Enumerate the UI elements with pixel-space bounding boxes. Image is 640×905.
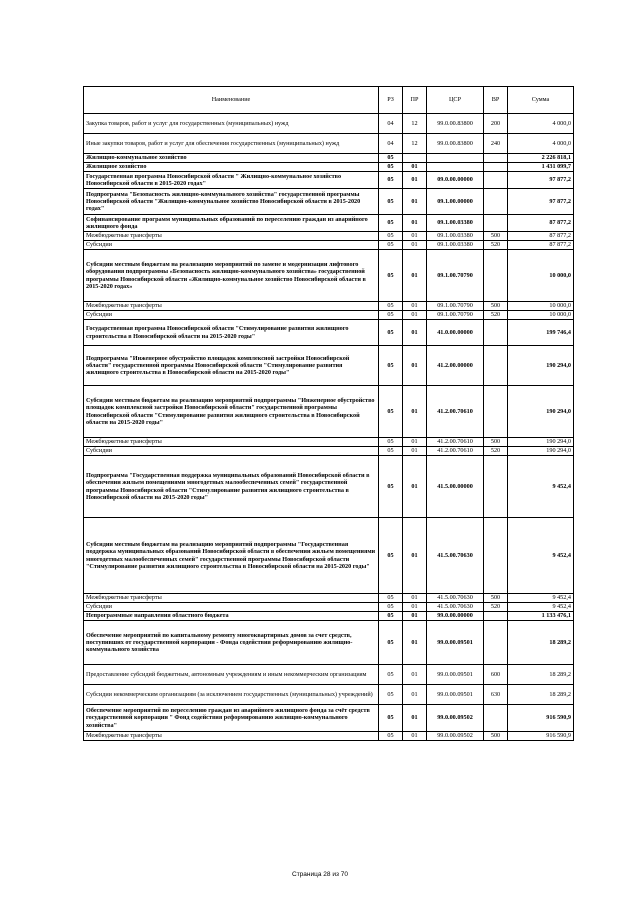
- cell-name: Межбюджетные трансферты: [84, 302, 379, 311]
- cell-vr: [484, 612, 508, 621]
- cell-rz: 05: [379, 215, 403, 232]
- cell-vr: [484, 189, 508, 215]
- cell-vr: [484, 172, 508, 189]
- cell-vr: 500: [484, 232, 508, 241]
- cell-vr: 500: [484, 438, 508, 447]
- table-row: [84, 612, 574, 621]
- cell-vr: 520: [484, 311, 508, 320]
- cell-csr: 09.1.00.70790: [427, 250, 484, 302]
- cell-pr: 01: [403, 603, 427, 612]
- cell-name: Субсидии: [84, 241, 379, 250]
- cell-csr: 09.1.00.70790: [427, 302, 484, 311]
- cell-pr: 01: [403, 346, 427, 386]
- table-row: [84, 320, 574, 346]
- cell-name: Межбюджетные трансферты: [84, 732, 379, 741]
- column-header-vr: ВР: [484, 87, 508, 114]
- cell-csr: 09.1.00.03380: [427, 215, 484, 232]
- cell-vr: [484, 250, 508, 302]
- cell-name: Субсидии: [84, 603, 379, 612]
- cell-sum: 190 294,0: [508, 346, 574, 386]
- cell-sum: 10 000,0: [508, 311, 574, 320]
- cell-sum: 87 877,2: [508, 241, 574, 250]
- table-row: [84, 241, 574, 250]
- cell-sum: 9 452,4: [508, 456, 574, 518]
- column-header-pr: ПР: [403, 87, 427, 114]
- cell-sum: 10 000,0: [508, 302, 574, 311]
- cell-rz: 05: [379, 621, 403, 665]
- cell-vr: [484, 518, 508, 594]
- table-row: [84, 518, 574, 594]
- cell-vr: 600: [484, 665, 508, 685]
- cell-pr: 01: [403, 685, 427, 705]
- cell-pr: 01: [403, 163, 427, 172]
- table-row: [84, 594, 574, 603]
- cell-rz: 05: [379, 732, 403, 741]
- cell-sum: 199 746,4: [508, 320, 574, 346]
- cell-sum: 87 877,2: [508, 215, 574, 232]
- cell-sum: 9 452,4: [508, 603, 574, 612]
- cell-sum: 190 294,0: [508, 386, 574, 438]
- cell-csr: 41.2.00.70610: [427, 447, 484, 456]
- cell-vr: 200: [484, 114, 508, 134]
- cell-rz: 04: [379, 114, 403, 134]
- cell-pr: 01: [403, 705, 427, 732]
- table-row: [84, 685, 574, 705]
- cell-name: Иные закупки товаров, работ и услуг для обеспечения государственных (муниципальных) нужд: [84, 134, 379, 154]
- table-row: [84, 154, 574, 163]
- cell-rz: 05: [379, 154, 403, 163]
- cell-csr: 41.5.00.00000: [427, 456, 484, 518]
- cell-pr: 01: [403, 311, 427, 320]
- cell-sum: 9 452,4: [508, 594, 574, 603]
- cell-csr: 99.0.00.00000: [427, 612, 484, 621]
- cell-sum: 97 877,2: [508, 172, 574, 189]
- cell-name: Субсидии: [84, 311, 379, 320]
- table-row: [84, 732, 574, 741]
- cell-name: Государственная программа Новосибирской области "Стимулирование развития жилищного строительства в Новосибирской области на 2015-2020 годы": [84, 320, 379, 346]
- cell-vr: [484, 154, 508, 163]
- cell-sum: 916 590,9: [508, 705, 574, 732]
- cell-vr: [484, 386, 508, 438]
- cell-csr: 41.2.00.70610: [427, 438, 484, 447]
- table-row: [84, 705, 574, 732]
- cell-vr: 520: [484, 241, 508, 250]
- table-row: [84, 447, 574, 456]
- cell-name: Субсидии местным бюджетам на реализацию мероприятий подпрограммы "Государственная поддержка муниципальных образований Новосибирской области в обеспечении жильем помещениями многодетных малообеспеченных семей" государственной программы Новосибирской области "Стимулирование развития жилищного строительства в Новосибирской области на 2015-2020 годы": [84, 518, 379, 594]
- cell-pr: 01: [403, 215, 427, 232]
- cell-csr: 99.0.00.83800: [427, 114, 484, 134]
- cell-vr: 500: [484, 594, 508, 603]
- cell-name: Обеспечение мероприятий по капитальному ремонту многоквартирных домов за счет средств, поступивших от государственной корпорации - Фонда содействия реформированию жилищно-коммунального хозяйства: [84, 621, 379, 665]
- cell-sum: 9 452,4: [508, 518, 574, 594]
- cell-sum: 10 000,0: [508, 250, 574, 302]
- budget-table: [83, 86, 574, 741]
- cell-csr: [427, 154, 484, 163]
- cell-pr: 12: [403, 134, 427, 154]
- table-row: [84, 215, 574, 232]
- cell-vr: [484, 215, 508, 232]
- cell-vr: 240: [484, 134, 508, 154]
- cell-rz: 05: [379, 685, 403, 705]
- cell-rz: 05: [379, 518, 403, 594]
- cell-rz: 05: [379, 311, 403, 320]
- table-row: [84, 172, 574, 189]
- cell-rz: 05: [379, 163, 403, 172]
- table-row: [84, 665, 574, 685]
- table-row: [84, 114, 574, 134]
- cell-sum: 1 133 476,1: [508, 612, 574, 621]
- column-header-rz: РЗ: [379, 87, 403, 114]
- cell-rz: 05: [379, 232, 403, 241]
- cell-name: Межбюджетные трансферты: [84, 232, 379, 241]
- cell-rz: 05: [379, 302, 403, 311]
- cell-sum: 2 226 818,1: [508, 154, 574, 163]
- cell-pr: 01: [403, 665, 427, 685]
- table-row: [84, 189, 574, 215]
- cell-sum: 18 289,2: [508, 685, 574, 705]
- cell-csr: 99.0.00.09501: [427, 621, 484, 665]
- cell-vr: 520: [484, 603, 508, 612]
- table-row: [84, 163, 574, 172]
- cell-rz: 05: [379, 612, 403, 621]
- cell-pr: 01: [403, 456, 427, 518]
- table-row: [84, 346, 574, 386]
- table-row: [84, 302, 574, 311]
- table-row: [84, 250, 574, 302]
- cell-csr: 09.1.00.03380: [427, 241, 484, 250]
- cell-pr: 01: [403, 172, 427, 189]
- cell-csr: 09.1.00.00000: [427, 189, 484, 215]
- table-body: [84, 114, 574, 741]
- cell-name: Межбюджетные трансферты: [84, 438, 379, 447]
- cell-sum: 190 294,0: [508, 447, 574, 456]
- cell-vr: [484, 346, 508, 386]
- cell-csr: 41.5.00.70630: [427, 603, 484, 612]
- cell-pr: 01: [403, 386, 427, 438]
- cell-rz: 05: [379, 172, 403, 189]
- column-header-sum: Сумма: [508, 87, 574, 114]
- cell-csr: 41.5.00.70630: [427, 518, 484, 594]
- cell-name: Подпрограмма "Государственная поддержка муниципальных образований Новосибирской области в обеспечении жильем помещениями многодетных малообеспеченных семей" государственной программы Новосибирской области "Стимулирование развития жилищного строительства в Новосибирской области на 2015-2020 годы": [84, 456, 379, 518]
- cell-vr: 500: [484, 302, 508, 311]
- cell-pr: 01: [403, 189, 427, 215]
- cell-sum: 97 877,2: [508, 189, 574, 215]
- cell-vr: [484, 621, 508, 665]
- cell-sum: 4 000,0: [508, 114, 574, 134]
- cell-rz: 05: [379, 665, 403, 685]
- cell-csr: 99.0.00.09502: [427, 705, 484, 732]
- cell-csr: 41.2.00.70610: [427, 386, 484, 438]
- cell-name: Государственная программа Новосибирской области " Жилищно-коммунальное хозяйство Новосибирской области в 2015-2020 годах": [84, 172, 379, 189]
- column-header-name: Наименование: [84, 87, 379, 114]
- cell-name: Подпрограмма "Инженерное обустройство площадок комплексной застройки Новосибирской области" государственной программы Новосибирской области "Стимулирование развития жилищного строительства в Новосибирской области на 2015-2020 годы": [84, 346, 379, 386]
- cell-sum: 916 590,9: [508, 732, 574, 741]
- cell-name: Обеспечение мероприятий по переселению граждан из аварийного жилищного фонда за счёт средств государственной корпорации " Фонд содействия реформированию жилищно-коммунального хозяйства": [84, 705, 379, 732]
- cell-pr: 01: [403, 320, 427, 346]
- cell-name: Подпрограмма "Безопасность жилищно-коммунального хозяйства" государственной программы Новосибирской области "Жилищно-коммунальное хозяйство Новосибирской области в 2015-2020 годах": [84, 189, 379, 215]
- cell-rz: 05: [379, 456, 403, 518]
- cell-csr: 99.0.00.83800: [427, 134, 484, 154]
- cell-pr: [403, 154, 427, 163]
- cell-rz: 05: [379, 705, 403, 732]
- cell-rz: 05: [379, 603, 403, 612]
- cell-vr: 630: [484, 685, 508, 705]
- cell-rz: 05: [379, 594, 403, 603]
- cell-name: Непрограммные направления областного бюджета: [84, 612, 379, 621]
- cell-pr: 01: [403, 250, 427, 302]
- column-header-csr: ЦСР: [427, 87, 484, 114]
- cell-vr: [484, 163, 508, 172]
- table-row: [84, 621, 574, 665]
- cell-csr: 99.0.00.09502: [427, 732, 484, 741]
- cell-name: Субсидии местным бюджетам на реализацию мероприятий подпрограммы "Инженерное обустройство площадок комплексной застройки Новосибирской области" государственной программы Новосибирской области "Стимулирование развития жилищного строительства в Новосибирской области на 2015-2020 годы": [84, 386, 379, 438]
- table-row: [84, 232, 574, 241]
- cell-rz: 05: [379, 346, 403, 386]
- cell-csr: 41.0.00.00000: [427, 320, 484, 346]
- cell-sum: 1 431 099,7: [508, 163, 574, 172]
- table-row: [84, 603, 574, 612]
- cell-rz: 05: [379, 438, 403, 447]
- cell-pr: 01: [403, 438, 427, 447]
- cell-pr: 01: [403, 612, 427, 621]
- cell-csr: 09.1.00.70790: [427, 311, 484, 320]
- cell-csr: 41.2.00.00000: [427, 346, 484, 386]
- cell-pr: 01: [403, 232, 427, 241]
- cell-name: Субсидии некоммерческим организациям (за исключением государственных (муниципальных) учреждений): [84, 685, 379, 705]
- cell-pr: 01: [403, 447, 427, 456]
- table-row: [84, 438, 574, 447]
- cell-name: Субсидии: [84, 447, 379, 456]
- cell-name: Предоставление субсидий бюджетным, автономным учреждениям и иным некоммерческим организациям: [84, 665, 379, 685]
- cell-rz: 05: [379, 250, 403, 302]
- cell-pr: 12: [403, 114, 427, 134]
- cell-name: Субсидии местным бюджетам на реализацию мероприятий по замене и модернизации лифтового оборудования подпрограммы «Безопасность жилищно-коммунального хозяйства» государственной программы Новосибирской области «Жилищно-коммунальное хозяйство Новосибирской области в 2015-2020 годах»: [84, 250, 379, 302]
- cell-pr: 01: [403, 241, 427, 250]
- cell-pr: 01: [403, 302, 427, 311]
- table-row: [84, 386, 574, 438]
- table-row: [84, 134, 574, 154]
- cell-pr: 01: [403, 732, 427, 741]
- table-row: [84, 456, 574, 518]
- cell-name: Жилищно-коммунальное хозяйство: [84, 154, 379, 163]
- cell-rz: 05: [379, 189, 403, 215]
- cell-csr: 09.1.00.03380: [427, 232, 484, 241]
- cell-sum: 87 877,2: [508, 232, 574, 241]
- cell-csr: 09.0.00.00000: [427, 172, 484, 189]
- cell-csr: 99.0.00.09501: [427, 685, 484, 705]
- cell-rz: 05: [379, 320, 403, 346]
- cell-vr: 520: [484, 447, 508, 456]
- cell-name: Жилищное хозяйство: [84, 163, 379, 172]
- cell-vr: 500: [484, 732, 508, 741]
- cell-rz: 04: [379, 134, 403, 154]
- page-number: Страница 28 из 70: [292, 871, 348, 878]
- cell-vr: [484, 705, 508, 732]
- table-row: [84, 311, 574, 320]
- cell-name: Закупка товаров, работ и услуг для государственных (муниципальных) нужд: [84, 114, 379, 134]
- cell-csr: 99.0.00.09501: [427, 665, 484, 685]
- cell-sum: 4 000,0: [508, 134, 574, 154]
- cell-name: Межбюджетные трансферты: [84, 594, 379, 603]
- cell-sum: 18 289,2: [508, 621, 574, 665]
- cell-pr: 01: [403, 518, 427, 594]
- cell-vr: [484, 456, 508, 518]
- cell-pr: 01: [403, 594, 427, 603]
- cell-vr: [484, 320, 508, 346]
- cell-csr: 41.5.00.70630: [427, 594, 484, 603]
- cell-rz: 05: [379, 447, 403, 456]
- cell-sum: 18 289,2: [508, 665, 574, 685]
- table-header-row: [84, 87, 574, 114]
- cell-name: Софинансирование программ муниципальных образований по переселению граждан из аварийного жилищного фонда: [84, 215, 379, 232]
- cell-csr: [427, 163, 484, 172]
- cell-sum: 190 294,0: [508, 438, 574, 447]
- cell-rz: 05: [379, 386, 403, 438]
- cell-pr: 01: [403, 621, 427, 665]
- cell-rz: 05: [379, 241, 403, 250]
